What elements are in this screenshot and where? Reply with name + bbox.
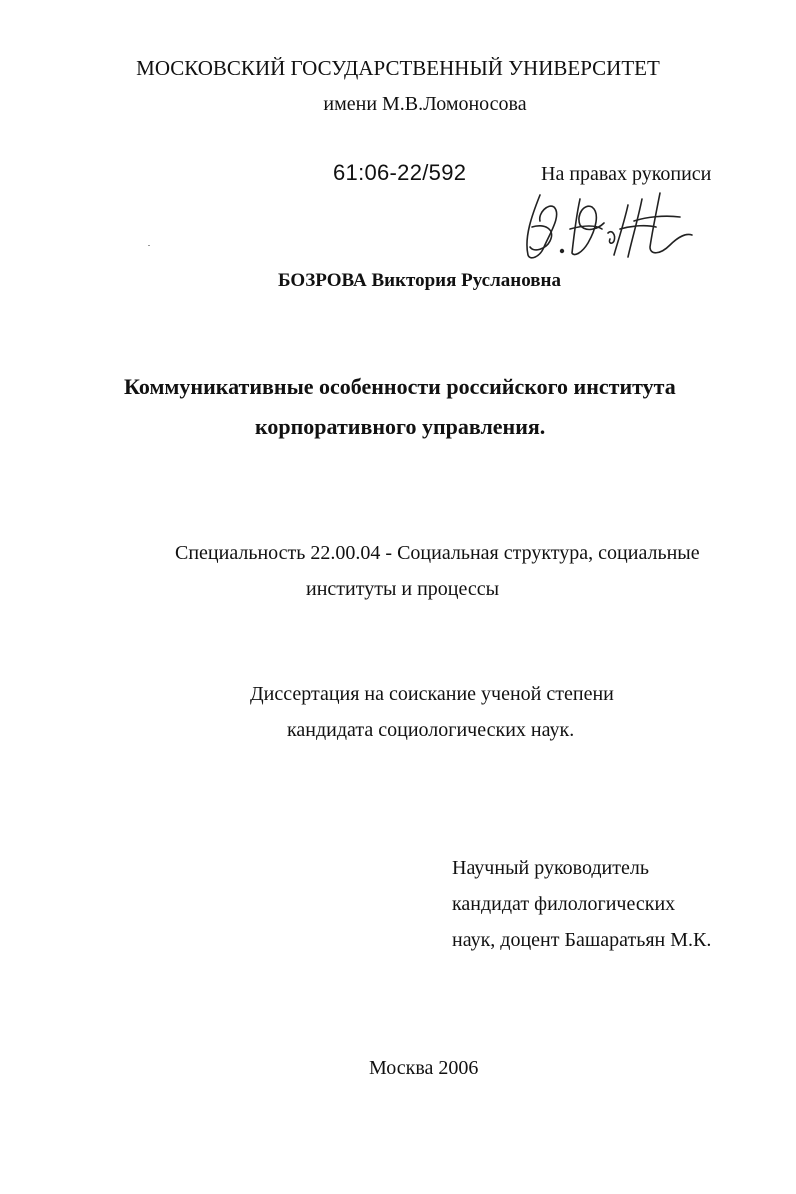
advisor-degree: кандидат филологических [452, 893, 676, 915]
specialty-line-1: Специальность 22.00.04 - Социальная структура, социальные [175, 542, 700, 564]
university-name: МОСКОВСКИЙ ГОСУДАРСТВЕННЫЙ УНИВЕРСИТЕТ [136, 56, 660, 80]
thesis-title-line-2: корпоративного управления. [255, 414, 546, 439]
signature-icon [510, 185, 700, 265]
dissertation-line-1: Диссертация на соискание ученой степени [250, 683, 614, 705]
scan-speck [148, 245, 150, 246]
dissertation-line-2: кандидата социологических наук. [287, 719, 575, 741]
city-year: Москва 2006 [369, 1057, 479, 1079]
advisor-role: Научный руководитель [452, 857, 649, 879]
thesis-title-line-1: Коммуникативные особенности российского института [124, 374, 676, 399]
university-named-after: имени М.В.Ломоносова [323, 93, 527, 115]
specialty-line-2: институты и процессы [306, 578, 500, 600]
advisor-name: наук, доцент Башаратьян М.К. [452, 929, 712, 951]
author-name: БОЗРОВА Виктория Руслановна [278, 270, 561, 291]
manuscript-rights-label: На правах рукописи [541, 163, 712, 185]
catalog-code: 61:06-22/592 [333, 160, 467, 185]
